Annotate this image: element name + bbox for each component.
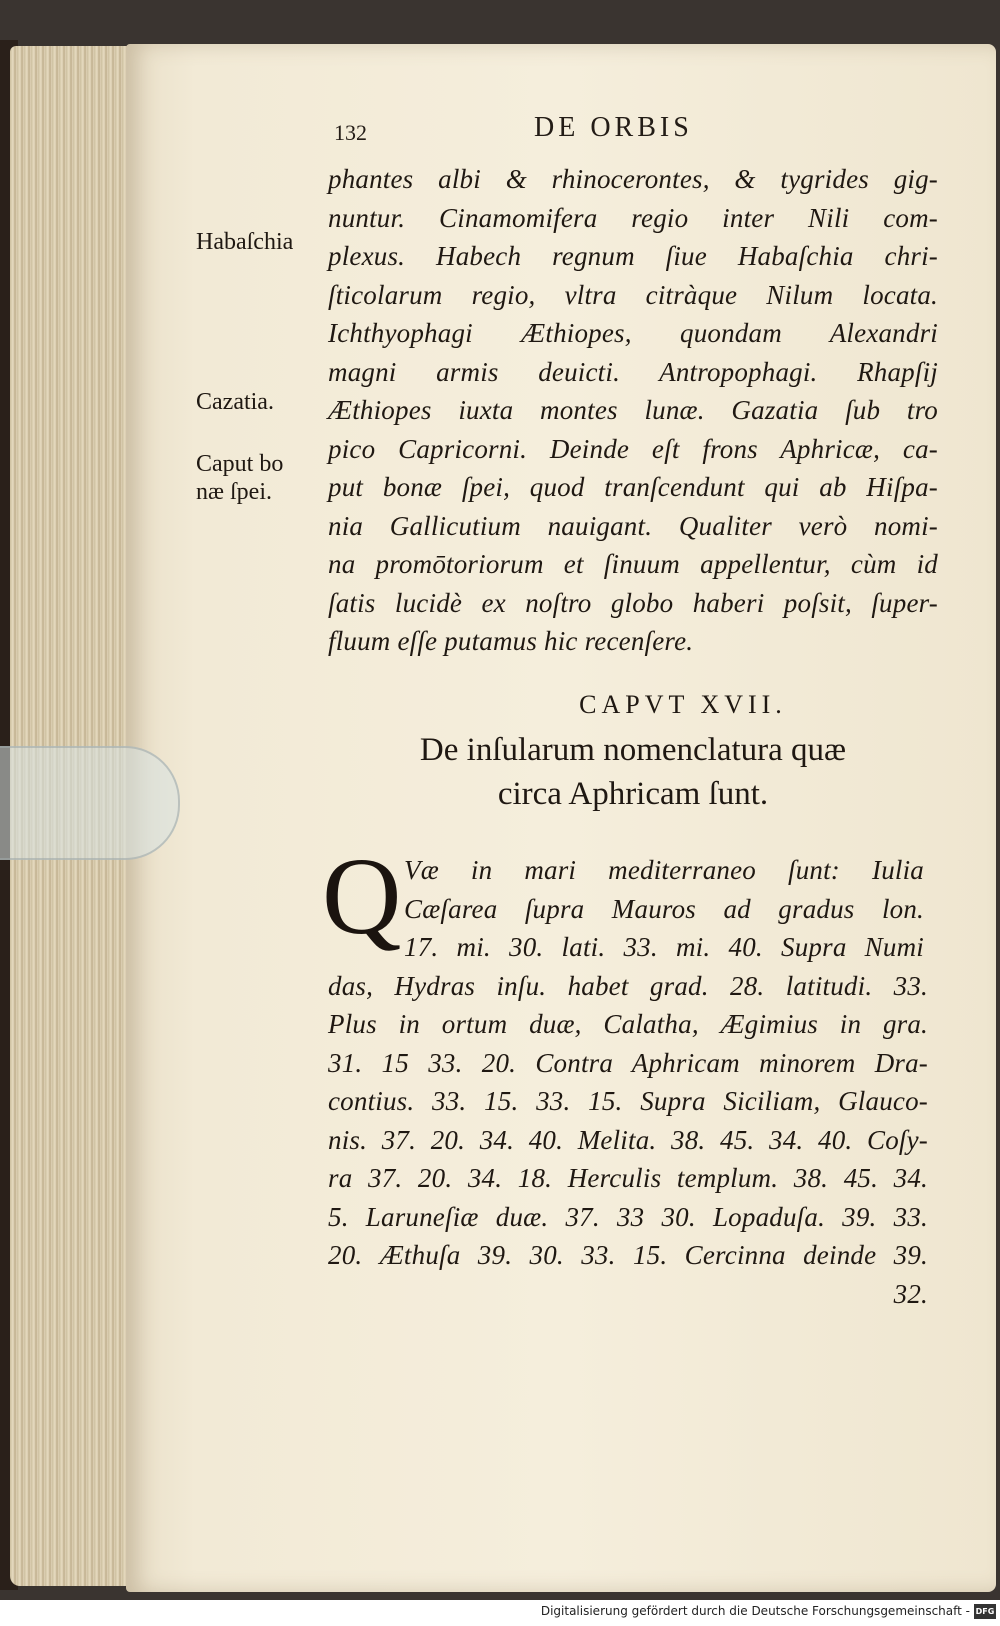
text-line: contius. 33. 15. 33. 15. Supra Siciliam, Glauco- xyxy=(328,1086,928,1116)
text-line: Plus in ortum duæ, Calatha, Ægimius in gra. xyxy=(328,1009,928,1039)
body-text-top xyxy=(328,160,938,661)
text-line: Ichthyophagi Æthiopes, quondam Alexandri xyxy=(328,318,938,348)
text-line: nis. 37. 20. 34. 40. Melita. 38. 45. 34. 40. Coſy- xyxy=(328,1124,928,1155)
text-line: magni armis deuicti. Antropophagi. Rhapſij xyxy=(328,356,938,387)
text-line: phantes albi & rhinocerontes, & tygrides gig- xyxy=(328,164,938,194)
text-line: nia Gallicutium nauigant. Qualiter verò nomi- xyxy=(328,510,938,541)
text-line: das, Hydras inſu. habet grad. 28. latitudi. 33. xyxy=(328,970,928,1001)
page-clip xyxy=(0,746,180,860)
text-line: nuntur. Cinamomifera regio inter Nili com- xyxy=(328,202,938,233)
marginal-note-line: næ ſpei. xyxy=(196,479,272,505)
chapter-title-line: circa Aphricam ſunt. xyxy=(497,776,769,812)
text-line: 5. Laruneſiæ duæ. 37. 33 30. Lopaduſa. 39. 33. xyxy=(328,1201,928,1232)
digitization-credit: Digitalisierung gefördert durch die Deutsche Forschungsgemeinschaft - xyxy=(540,1604,970,1618)
marginal-note-habaschia: Habaſchia xyxy=(196,229,294,255)
footer xyxy=(0,1600,1000,1626)
body-text-bottom xyxy=(328,851,928,1313)
marginal-note-line: Caput bo xyxy=(196,451,284,477)
text-line: Væ in mari mediterraneo ſunt: Iulia xyxy=(404,855,924,885)
dfg-logo-icon: DFG xyxy=(974,1604,996,1619)
text-line: Æthiopes iuxta montes lunæ. Gazatia ſub tro xyxy=(328,395,938,425)
chapter-title xyxy=(328,728,938,816)
text-line: ſticolarum regio, vltra citràque Nilum locata. xyxy=(328,279,938,310)
text-line: plexus. Habech regnum ſiue Habaſchia chri- xyxy=(328,241,938,271)
chapter-title-line: De inſularum nomenclatura quæ xyxy=(419,732,847,768)
marginal-note-caput-bonae-spei xyxy=(196,450,283,506)
text-line: put bonæ ſpei, quod tranſcendunt qui ab Hiſpa- xyxy=(328,472,938,502)
text-line: ra 37. 20. 34. 18. Herculis templum. 38. 45. 34. xyxy=(328,1163,928,1193)
text-line: na promōtoriorum et ſinuum appellentur, cùm id xyxy=(328,549,938,579)
text-line: Cæſarea ſupra Mauros ad gradus lon. xyxy=(404,893,924,924)
running-head: DE ORBIS xyxy=(534,112,693,143)
drop-cap: Q xyxy=(322,835,402,957)
text-line: pico Capricorni. Deinde eſt frons Aphricæ, ca- xyxy=(328,433,938,464)
text-line: 20. Æthuſa 39. 30. 33. 15. Cercinna deinde 39. xyxy=(328,1240,928,1270)
text-line: 31. 15 33. 20. Contra Aphricam minorem Dra- xyxy=(328,1047,928,1078)
page-number: 132 xyxy=(334,120,367,145)
chapter-heading xyxy=(328,690,938,816)
text-line: ſatis lucidè ex noſtro globo haberi poſsit, ſuper- xyxy=(328,587,938,618)
text-line: 17. mi. 30. lati. 33. mi. 40. Supra Numi xyxy=(404,932,924,962)
catchword: 32. xyxy=(893,1278,928,1309)
marginal-note-cazatia: Cazatia. xyxy=(196,389,274,415)
chapter-number: CAPVT XVII. xyxy=(579,690,787,719)
page-header xyxy=(334,112,934,152)
text-line: fluum eſſe putamus hic recenſere. xyxy=(328,626,694,656)
